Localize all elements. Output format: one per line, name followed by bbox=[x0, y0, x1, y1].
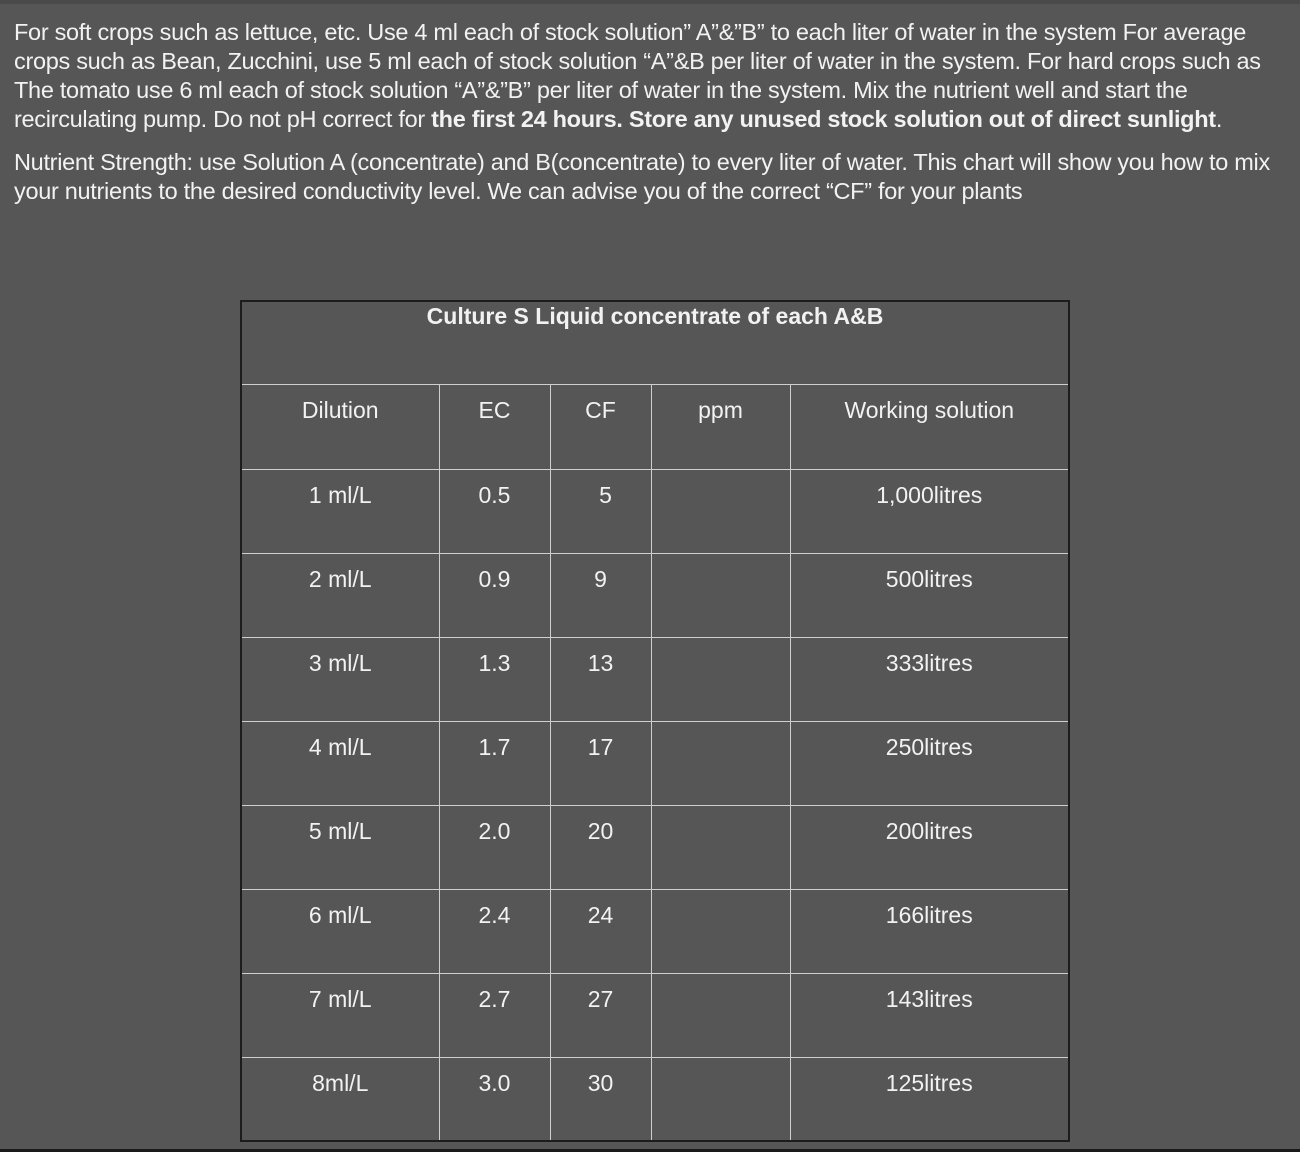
cf-cell: 13 bbox=[550, 637, 651, 721]
header-ppm: ppm bbox=[651, 384, 790, 469]
table-row bbox=[241, 469, 1069, 553]
ppm-cell bbox=[651, 637, 790, 721]
cf-cell: 27 bbox=[550, 973, 651, 1057]
ppm-cell bbox=[651, 889, 790, 973]
ppm-cell bbox=[651, 469, 790, 553]
ppm-cell bbox=[651, 973, 790, 1057]
cf-cell: 17 bbox=[550, 721, 651, 805]
working-solution-cell: 333litres bbox=[790, 637, 1069, 721]
ec-cell: 0.9 bbox=[439, 553, 550, 637]
working-solution-cell: 200litres bbox=[790, 805, 1069, 889]
table-title-row bbox=[241, 301, 1069, 384]
working-solution-cell: 250litres bbox=[790, 721, 1069, 805]
ppm-cell bbox=[651, 553, 790, 637]
working-solution-cell: 166litres bbox=[790, 889, 1069, 973]
soft-crops-paragraph bbox=[14, 18, 1298, 134]
ec-cell: 2.7 bbox=[439, 973, 550, 1057]
ppm-cell bbox=[651, 805, 790, 889]
soft-crops-text: For soft crops such as lettuce, etc. Use 4 ml each of stock solution” A”&”B” to each liter of water in the system For average crops such as Bean, Zucchini, use 5 ml each of stock solution “A”&B per liter of water in the system. For hard crops such as The tomato use 6 ml each of stock solution “A”&”B” per liter of water in the system. Mix the nutrient well and start the recirculating pump. Do not pH correct for bbox=[14, 19, 1261, 132]
cf-cell: 5 bbox=[550, 469, 651, 553]
table-row bbox=[241, 553, 1069, 637]
header-dilution: Dilution bbox=[241, 384, 439, 469]
nutrient-dilution-table bbox=[240, 300, 1070, 1142]
dilution-cell: 5 ml/L bbox=[241, 805, 439, 889]
header-working-solution: Working solution bbox=[790, 384, 1069, 469]
ppm-cell bbox=[651, 721, 790, 805]
header-ec: EC bbox=[439, 384, 550, 469]
ec-cell: 1.7 bbox=[439, 721, 550, 805]
ec-cell: 2.4 bbox=[439, 889, 550, 973]
soft-crops-bold-text: the first 24 hours. Store any unused stock solution out of direct sunlight bbox=[431, 106, 1216, 132]
cf-cell: 24 bbox=[550, 889, 651, 973]
table-title: Culture S Liquid concentrate of each A&B bbox=[241, 301, 1069, 384]
ec-cell: 3.0 bbox=[439, 1057, 550, 1141]
dilution-cell: 7 ml/L bbox=[241, 973, 439, 1057]
cf-cell: 20 bbox=[550, 805, 651, 889]
working-solution-cell: 125litres bbox=[790, 1057, 1069, 1141]
table-header-row bbox=[241, 384, 1069, 469]
ec-cell: 0.5 bbox=[439, 469, 550, 553]
dilution-cell: 4 ml/L bbox=[241, 721, 439, 805]
ec-cell: 2.0 bbox=[439, 805, 550, 889]
working-solution-cell: 1,000litres bbox=[790, 469, 1069, 553]
dilution-cell: 6 ml/L bbox=[241, 889, 439, 973]
cf-cell: 30 bbox=[550, 1057, 651, 1141]
table-row bbox=[241, 721, 1069, 805]
table-row bbox=[241, 1057, 1069, 1141]
table-row bbox=[241, 889, 1069, 973]
ec-cell: 1.3 bbox=[439, 637, 550, 721]
soft-crops-text-end: . bbox=[1215, 106, 1223, 132]
dilution-cell: 3 ml/L bbox=[241, 637, 439, 721]
table-row bbox=[241, 805, 1069, 889]
ppm-cell bbox=[651, 1057, 790, 1141]
dilution-cell: 8ml/L bbox=[241, 1057, 439, 1141]
dilution-cell: 1 ml/L bbox=[241, 469, 439, 553]
nutrient-strength-paragraph: Nutrient Strength: use Solution A (concentrate) and B(concentrate) to every liter of water. This chart will show you how to mix your nutrients to the desired conductivity level. We can advise you of the correct “CF” for your plants bbox=[14, 149, 1270, 204]
dilution-cell: 2 ml/L bbox=[241, 553, 439, 637]
working-solution-cell: 500litres bbox=[790, 553, 1069, 637]
working-solution-cell: 143litres bbox=[790, 973, 1069, 1057]
table-row bbox=[241, 973, 1069, 1057]
cf-cell: 9 bbox=[550, 553, 651, 637]
header-cf: CF bbox=[550, 384, 651, 469]
intro-text bbox=[14, 18, 1298, 220]
table-row bbox=[241, 637, 1069, 721]
top-edge bbox=[0, 0, 1300, 4]
